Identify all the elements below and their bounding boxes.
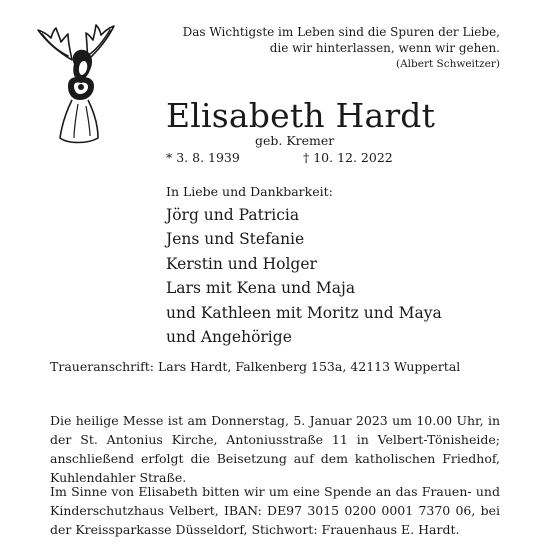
quote-line-1: Das Wichtigste im Leben sind die Spuren der Liebe, (182, 25, 500, 39)
mourners-list (166, 203, 442, 349)
maiden-name: geb. Kremer (255, 133, 335, 148)
list-item: Lars mit Kena und Maja (166, 279, 356, 298)
list-item: Jens und Stefanie (166, 230, 305, 249)
deceased-name: Elisabeth Hardt (166, 96, 436, 135)
angel-icon (28, 20, 120, 150)
quote-line-2: die wir hinterlassen, wenn wir gehen. (269, 41, 500, 55)
list-item: und Kathleen mit Moritz und Maya (166, 303, 442, 322)
birth-date: * 3. 8. 1939 (166, 150, 240, 165)
death-date: † 10. 12. 2022 (303, 150, 393, 165)
quote (170, 24, 500, 56)
list-item: und Angehörige (166, 328, 292, 347)
mourning-address: Traueranschrift: Lars Hardt, Falkenberg 153a, 42113 Wuppertal (50, 359, 461, 374)
mourners-intro: In Liebe und Dankbarkeit: (166, 184, 333, 199)
list-item: Jörg und Patricia (166, 206, 300, 224)
quote-author: (Albert Schweitzer) (395, 58, 500, 70)
donation-paragraph: Im Sinne von Elisabeth bitten wir um eine Spende an das Frauen- und Kinderschutzhaus Velbert, IBAN: DE97 3015 0200 0001 7370 06, bei der Kreissparkasse Düsseldorf, Stichwort: Frauenhaus E. Hardt. (50, 484, 500, 537)
list-item: Kerstin und Holger (166, 254, 317, 273)
mass-paragraph: Die heilige Messe ist am Donnerstag, 5. Januar 2023 um 10.00 Uhr, in der St. Antonius Kirche, Antoniusstraße 11 in Velbert-Tönisheide; anschließend erfolgt die Beisetzung auf dem katholischen Friedhof, Kuhlendahler Straße. (50, 413, 500, 485)
